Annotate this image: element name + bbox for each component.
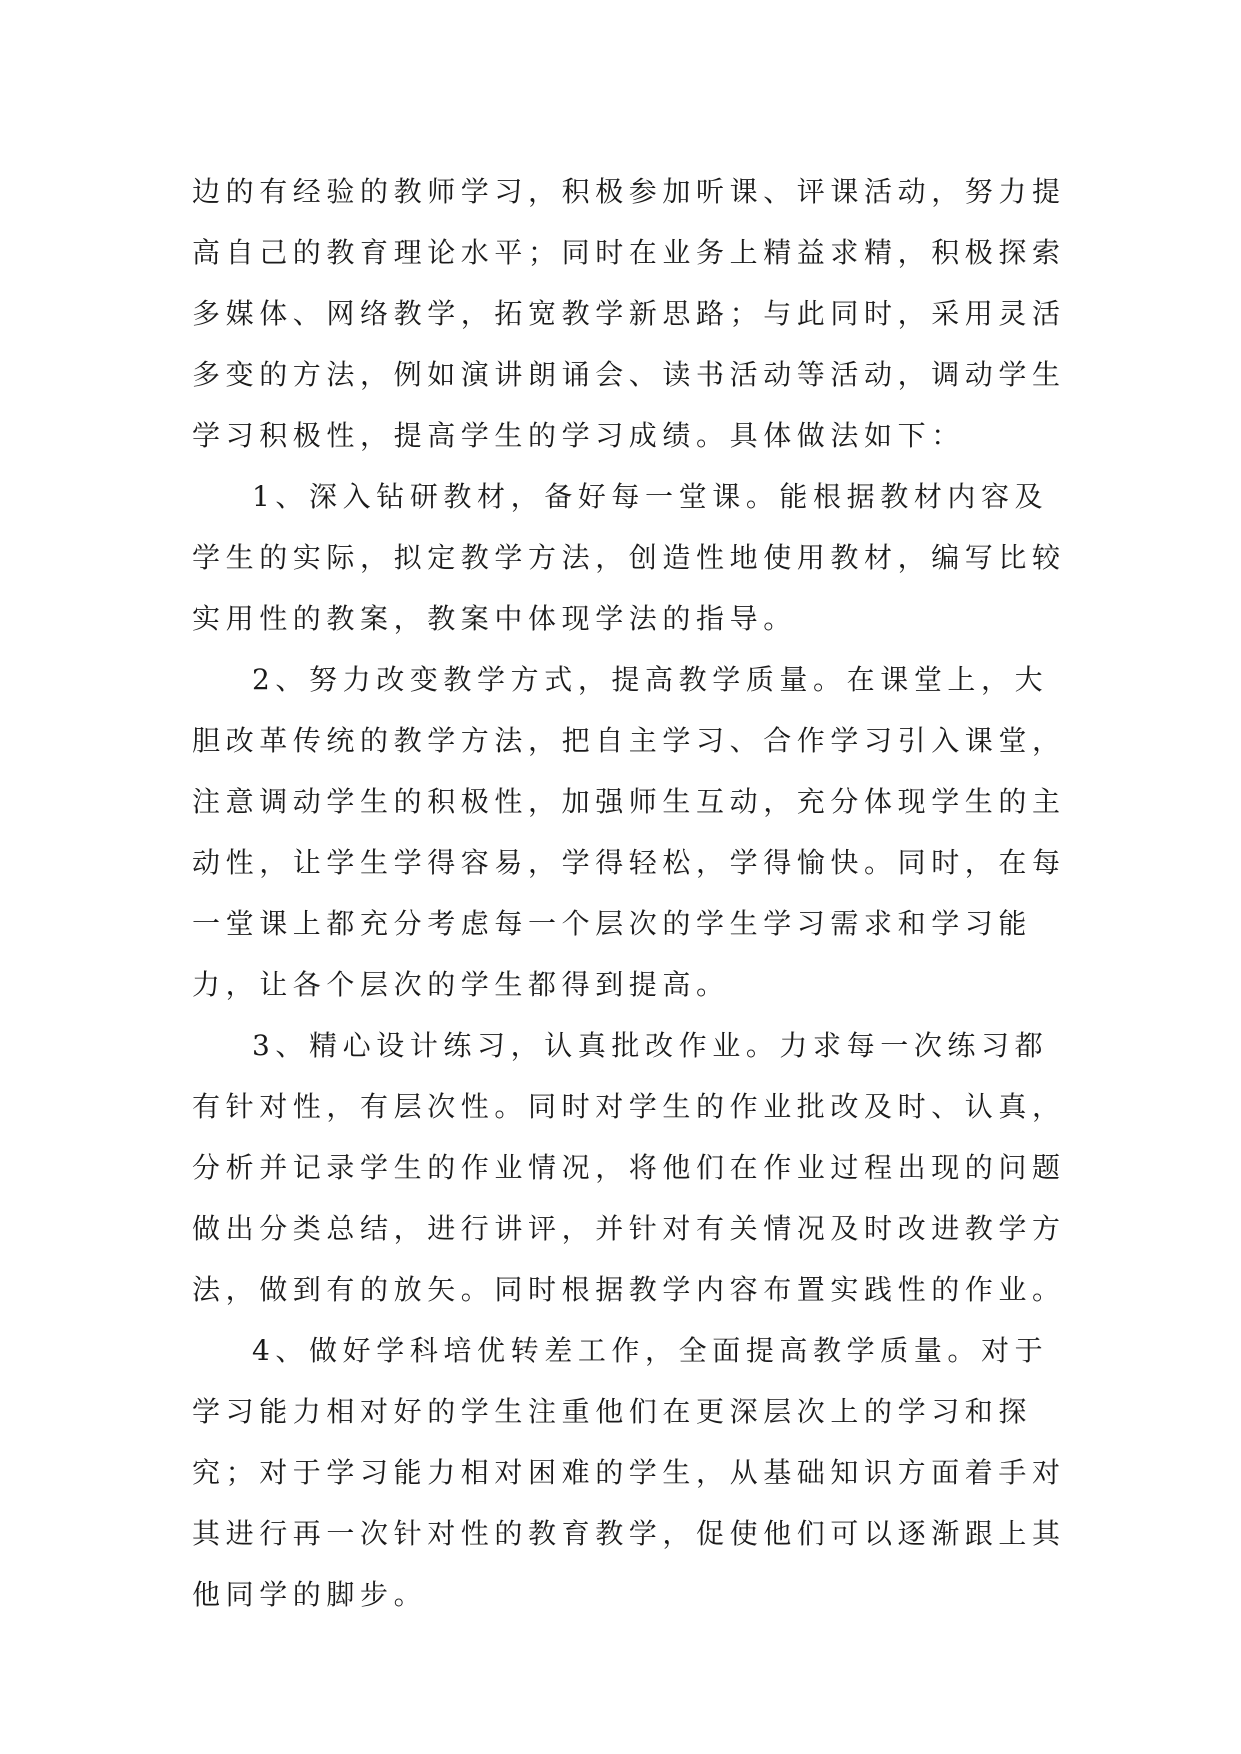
text-line: 学生的实际，拟定教学方法，创造性地使用教材，编写比较 [192,541,1066,574]
text-line: 多媒体、网络教学，拓宽教学新思路；与此同时，采用灵活 [192,297,1066,330]
paragraph-1-first-line: 1、深入钻研教材，备好每一堂课。能根据教材内容及 [252,480,1049,513]
text-line: 其进行再一次针对性的教育教学，促使他们可以逐渐跟上其 [192,1517,1066,1550]
text-line: 学习积极性，提高学生的学习成绩。具体做法如下： [192,419,965,452]
text-line: 究；对于学习能力相对困难的学生，从基础知识方面着手对 [192,1456,1066,1489]
text-line: 多变的方法，例如演讲朗诵会、读书活动等活动，调动学生 [192,358,1066,391]
text-line: 注意调动学生的积极性，加强师生互动，充分体现学生的主 [192,785,1066,818]
text-line: 分析并记录学生的作业情况，将他们在作业过程出现的问题 [192,1151,1066,1184]
text-line: 高自己的教育理论水平；同时在业务上精益求精，积极探索 [192,236,1066,269]
text-line: 法，做到有的放矢。同时根据教学内容布置实践性的作业。 [192,1273,1066,1306]
text-line: 胆改革传统的教学方法，把自主学习、合作学习引入课堂， [192,724,1066,757]
text-line: 实用性的教案，教案中体现学法的指导。 [192,602,797,635]
paragraph-3-first-line: 3、精心设计练习，认真批改作业。力求每一次练习都 [252,1029,1049,1062]
paragraph-4-first-line: 4、做好学科培优转差工作，全面提高教学质量。对于 [252,1334,1049,1367]
document-body [192,161,1066,1625]
text-line: 学习能力相对好的学生注重他们在更深层次上的学习和探 [192,1395,1033,1428]
text-line: 有针对性，有层次性。同时对学生的作业批改及时、认真， [192,1090,1066,1123]
text-line: 他同学的脚步。 [192,1578,428,1611]
paragraph-2-first-line: 2、努力改变教学方式，提高教学质量。在课堂上，大 [252,663,1049,696]
text-line: 一堂课上都充分考虑每一个层次的学生学习需求和学习能 [192,907,1033,940]
text-line: 力，让各个层次的学生都得到提高。 [192,968,730,1001]
text-line: 动性，让学生学得容易，学得轻松，学得愉快。同时，在每 [192,846,1066,879]
text-line: 边的有经验的教师学习，积极参加听课、评课活动，努力提 [192,175,1066,208]
text-line: 做出分类总结，进行讲评，并针对有关情况及时改进教学方 [192,1212,1066,1245]
